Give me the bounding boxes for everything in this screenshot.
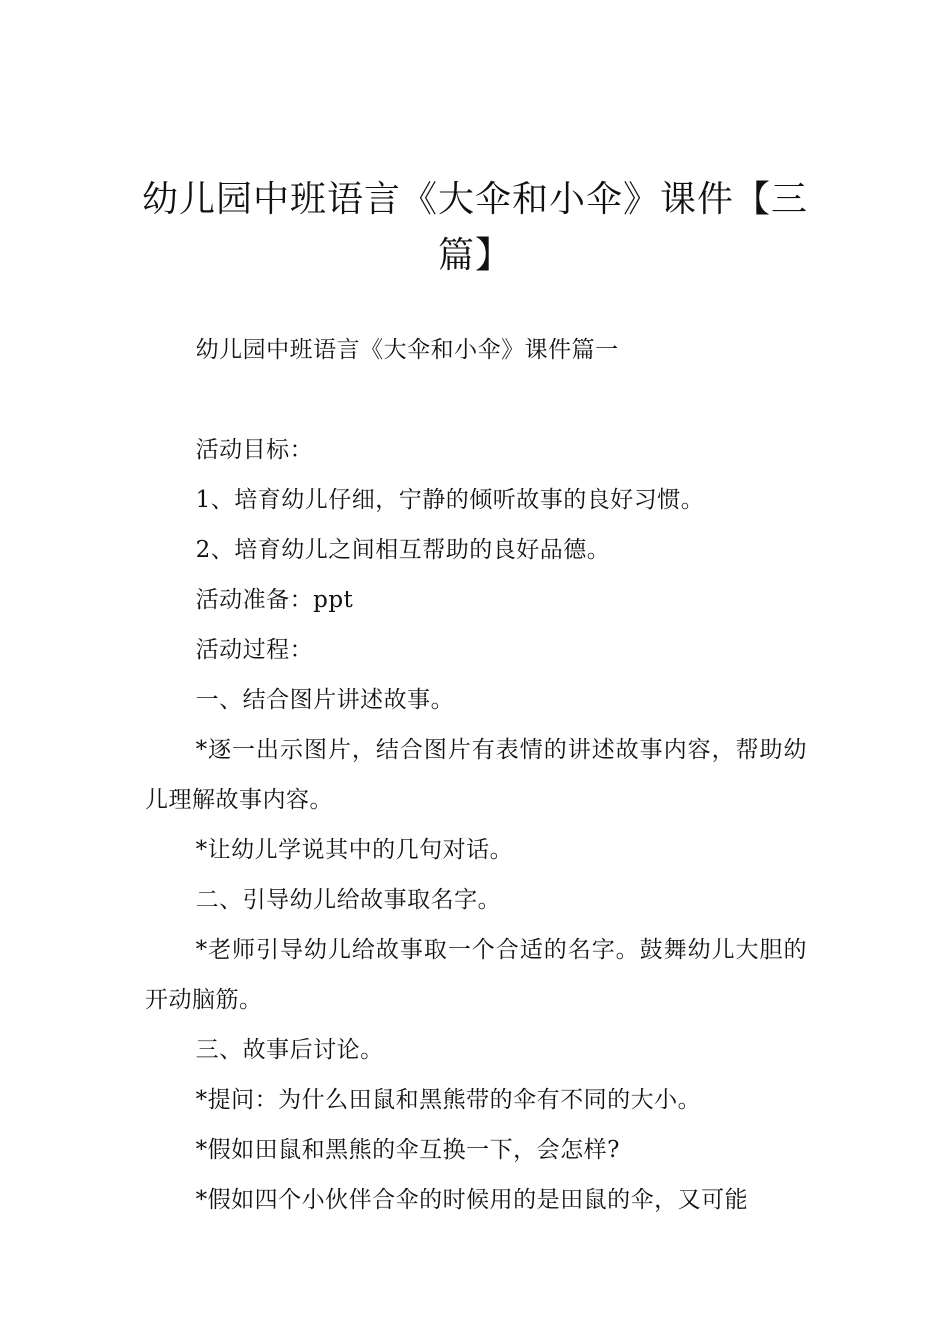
paragraph: 1、培育幼儿仔细，宁静的倾听故事的良好习惯。 <box>195 487 705 513</box>
paragraph: *逐一出示图片，结合图片有表情的讲述故事内容，帮助幼儿理解故事内容。 <box>145 737 807 813</box>
paragraph: *老师引导幼儿给故事取一个合适的名字。鼓舞幼儿大胆的开动脑筋。 <box>145 937 807 1013</box>
paragraph: 2、培育幼儿之间相互帮助的良好品德。 <box>195 537 611 563</box>
paragraph: 活动准备：ppt <box>195 587 354 613</box>
paragraph: *假如田鼠和黑熊的伞互换一下，会怎样? <box>195 1137 620 1163</box>
paragraph: 活动过程： <box>195 637 314 663</box>
paragraph: 一、结合图片讲述故事。 <box>195 687 455 713</box>
document-body <box>145 325 807 1225</box>
paragraph: 二、引导幼儿给故事取名字。 <box>195 887 502 913</box>
paragraph: *让幼儿学说其中的几句对话。 <box>195 837 514 863</box>
paragraph: *提问：为什么田鼠和黑熊带的伞有不同的大小。 <box>195 1087 702 1113</box>
document-title: 幼儿园中班语言《大伞和小伞》课件【三篇】 <box>141 179 808 276</box>
paragraph: 三、故事后讨论。 <box>195 1037 384 1063</box>
paragraph: 活动目标： <box>195 437 314 463</box>
section-title: 幼儿园中班语言《大伞和小伞》课件篇一 <box>195 337 619 363</box>
paragraph: *假如四个小伙伴合伞的时候用的是田鼠的伞，又可能 <box>195 1187 749 1213</box>
